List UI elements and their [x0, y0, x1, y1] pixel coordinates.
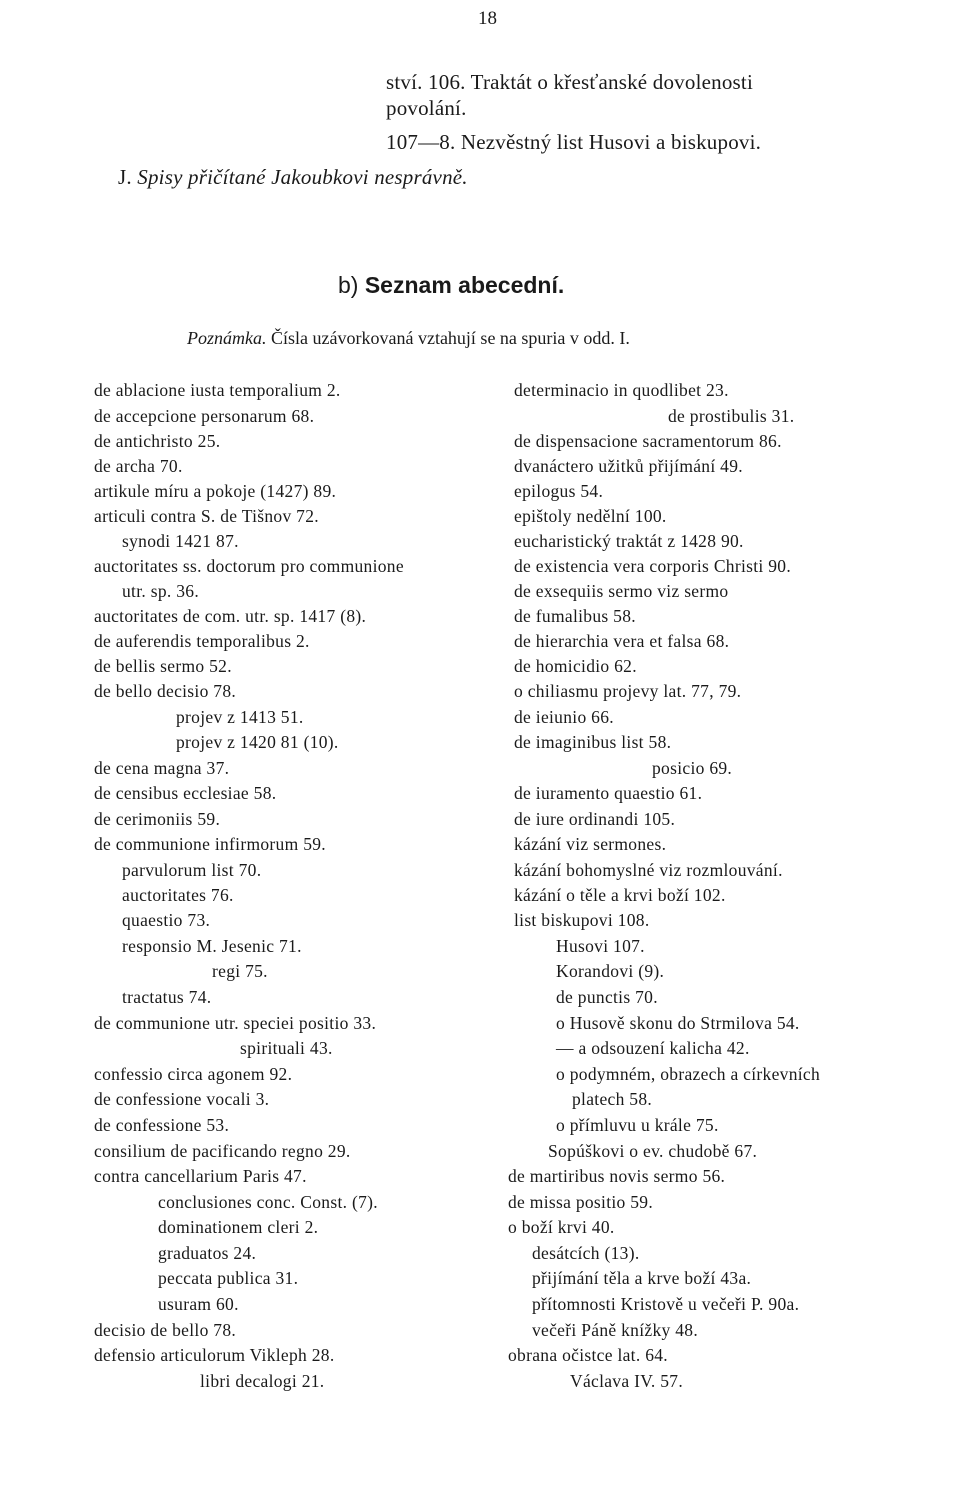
index-entry: de exsequiis sermo viz sermo	[514, 581, 729, 601]
index-entry: de ieiunio 66.	[514, 707, 614, 727]
index-entry: list biskupovi 108.	[514, 910, 650, 930]
index-entry: usuram 60.	[158, 1294, 239, 1314]
index-entry: kázání viz sermones.	[514, 834, 667, 854]
index-entry: de homicidio 62.	[514, 656, 637, 676]
section-heading	[338, 272, 564, 299]
index-entry: de communione utr. speciei positio 33.	[94, 1013, 377, 1033]
index-entry: contra cancellarium Paris 47.	[94, 1166, 307, 1186]
index-entry: večeři Páně knížky 48.	[532, 1320, 698, 1340]
index-entry: desátcích (13).	[532, 1243, 640, 1263]
index-entry: de bellis sermo 52.	[94, 656, 232, 676]
index-entry: eucharistický traktát z 1428 90.	[514, 531, 744, 551]
note-text: Čísla uzávorkovaná vztahují se na spuria v odd. I.	[266, 328, 630, 348]
index-entry: posicio 69.	[652, 758, 733, 778]
index-entry: o Husově skonu do Strmilova 54.	[556, 1013, 800, 1033]
index-entry: confessio circa agonem 92.	[94, 1064, 293, 1084]
index-entry: de cena magna 37.	[94, 758, 230, 778]
index-entry: decisio de bello 78.	[94, 1320, 237, 1340]
index-entry: — a odsouzení kalicha 42.	[556, 1038, 750, 1058]
index-entry: synodi 1421 87.	[122, 531, 239, 551]
index-entry: o podymném, obrazech a církevních	[556, 1064, 821, 1084]
index-entry: de communione infirmorum 59.	[94, 834, 326, 854]
index-entry: spirituali 43.	[240, 1038, 333, 1058]
index-entry: přijímání těla a krve boží 43a.	[532, 1268, 752, 1288]
index-entry: de missa positio 59.	[508, 1192, 654, 1212]
top-line-2: povolání.	[386, 96, 467, 120]
index-entry: kázání bohomyslné viz rozmlouvání.	[514, 860, 783, 880]
index-entry: Václava IV. 57.	[570, 1371, 684, 1391]
index-entry: o chiliasmu projevy lat. 77, 79.	[514, 681, 742, 701]
index-entry: utr. sp. 36.	[122, 581, 200, 601]
index-entry: de censibus ecclesiae 58.	[94, 783, 277, 803]
note-label: Poznámka.	[187, 328, 267, 348]
index-entry: přítomnosti Kristově u večeři P. 90a.	[532, 1294, 800, 1314]
index-entry: de accepcione personarum 68.	[94, 406, 315, 426]
heading-prefix: b)	[338, 272, 365, 298]
index-entry: dvanáctero užitků přijímání 49.	[514, 456, 743, 476]
index-entry: de iuramento quaestio 61.	[514, 783, 703, 803]
index-entry: responsio M. Jesenic 71.	[122, 936, 302, 956]
index-entry: epištoly nedělní 100.	[514, 506, 667, 526]
index-entry: projev z 1420 81 (10).	[176, 732, 339, 752]
index-entry: consilium de pacificando regno 29.	[94, 1141, 351, 1161]
index-entry: articuli contra S. de Tišnov 72.	[94, 506, 319, 526]
index-entry: de ablacione iusta temporalium 2.	[94, 380, 341, 400]
section-j-line	[118, 165, 468, 190]
index-entry: de prostibulis 31.	[668, 406, 795, 426]
index-entry: auctoritates 76.	[122, 885, 234, 905]
index-entry: Korandovi (9).	[556, 961, 665, 981]
index-entry: kázání o těle a krvi boží 102.	[514, 885, 726, 905]
index-entry: de archa 70.	[94, 456, 183, 476]
index-entry: Husovi 107.	[556, 936, 645, 956]
index-entry: epilogus 54.	[514, 481, 604, 501]
index-entry: peccata publica 31.	[158, 1268, 299, 1288]
index-entry: de confessione 53.	[94, 1115, 230, 1135]
index-entry: regi 75.	[212, 961, 268, 981]
index-entry: de punctis 70.	[556, 987, 658, 1007]
index-entry: de bello decisio 78.	[94, 681, 237, 701]
index-entry: de martiribus novis sermo 56.	[508, 1166, 726, 1186]
index-entry: de antichristo 25.	[94, 431, 221, 451]
index-entry: de dispensacione sacramentorum 86.	[514, 431, 782, 451]
page-number: 18	[478, 8, 497, 29]
index-entry: de fumalibus 58.	[514, 606, 636, 626]
index-entry: projev z 1413 51.	[176, 707, 304, 727]
index-entry: Sopúškovi o ev. chudobě 67.	[548, 1141, 758, 1161]
section-j-label: J.	[118, 165, 138, 189]
index-entry: auctoritates de com. utr. sp. 1417 (8).	[94, 606, 367, 626]
index-entry: libri decalogi 21.	[200, 1371, 325, 1391]
index-entry: platech 58.	[572, 1089, 653, 1109]
index-entry: de imaginibus list 58.	[514, 732, 672, 752]
index-entry: tractatus 74.	[122, 987, 212, 1007]
heading-title: Seznam abecední.	[364, 272, 565, 298]
index-entry: de hierarchia vera et falsa 68.	[514, 631, 730, 651]
index-entry: quaestio 73.	[122, 910, 211, 930]
index-entry: dominationem cleri 2.	[158, 1217, 319, 1237]
top-line-1: ství. 106. Traktát o křesťanské dovolenosti	[386, 70, 753, 94]
index-entry: obrana očistce lat. 64.	[508, 1345, 668, 1365]
index-entry: artikule míru a pokoje (1427) 89.	[94, 481, 337, 501]
index-entry: de auferendis temporalibus 2.	[94, 631, 310, 651]
section-j-title: Spisy přičítané Jakoubkovi nesprávně.	[137, 165, 468, 189]
note	[187, 328, 630, 349]
top-line-3: 107—8. Nezvěstný list Husovi a biskupovi.	[386, 130, 762, 154]
index-entry: defensio articulorum Vikleph 28.	[94, 1345, 335, 1365]
index-entry: determinacio in quodlibet 23.	[514, 380, 729, 400]
index-entry: o boží krvi 40.	[508, 1217, 615, 1237]
index-entry: conclusiones conc. Const. (7).	[158, 1192, 378, 1212]
index-entry: de cerimoniis 59.	[94, 809, 221, 829]
index-entry: auctoritates ss. doctorum pro communione	[94, 556, 404, 576]
index-entry: parvulorum list 70.	[122, 860, 262, 880]
index-entry: de iure ordinandi 105.	[514, 809, 676, 829]
index-entry: o přímluvu u krále 75.	[556, 1115, 719, 1135]
index-entry: de confessione vocali 3.	[94, 1089, 270, 1109]
index-entry: de existencia vera corporis Christi 90.	[514, 556, 792, 576]
index-entry: graduatos 24.	[158, 1243, 257, 1263]
